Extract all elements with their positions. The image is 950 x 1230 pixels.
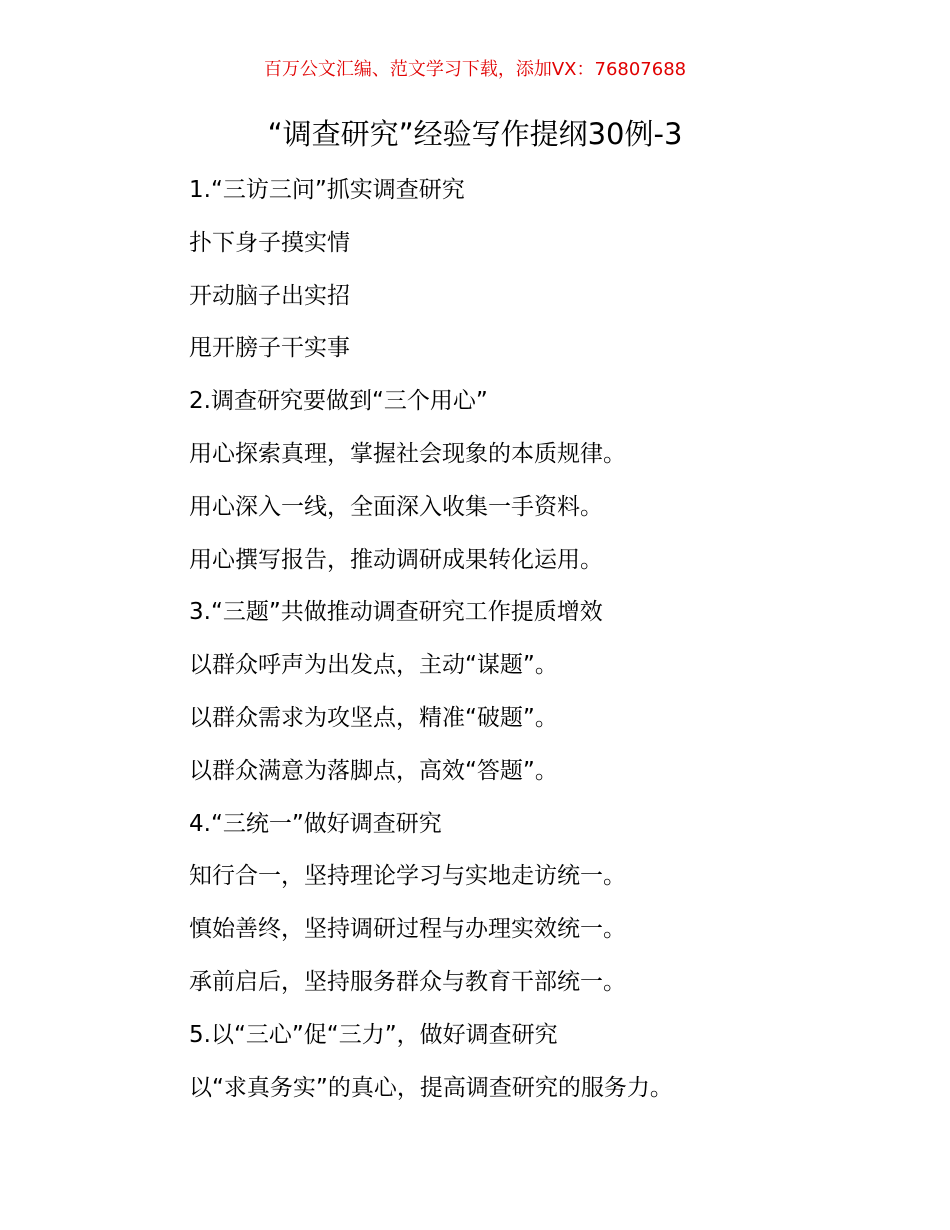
- document-body: [189, 168, 909, 1118]
- section-heading-3: 3.“三题”共做推动调查研究工作提质增效: [189, 599, 603, 626]
- body-line: 以群众需求为攻坚点，精准“破题”。: [189, 704, 558, 731]
- body-line: 知行合一，坚持理论学习与实地走访统一。: [189, 863, 626, 890]
- section-heading-1: 1.“三访三问”抓实调查研究: [189, 177, 465, 203]
- section-heading-4: 4.“三统一”做好调查研究: [189, 810, 442, 837]
- body-line: 慎始善终，坚持调研过程与办理实效统一。: [189, 916, 626, 943]
- body-line: 以“求真务实”的真心，提高调查研究的服务力。: [189, 1074, 673, 1101]
- body-line: 扑下身子摸实情: [189, 229, 350, 256]
- section-heading-2: 2.调查研究要做到“三个用心”: [189, 388, 488, 415]
- header-banner: 百万公文汇编、范文学习下载，添加VX：76807688: [263, 59, 687, 80]
- body-line: 用心深入一线，全面深入收集一手资料。: [189, 493, 603, 520]
- body-line: 开动脑子出实招: [189, 282, 350, 309]
- body-line: 用心探索真理，掌握社会现象的本质规律。: [189, 440, 626, 467]
- body-line: 以群众呼声为出发点，主动“谋题”。: [189, 652, 558, 679]
- section-heading-5: 5.以“三心”促“三力”，做好调查研究: [189, 1021, 558, 1048]
- body-line: 承前启后，坚持服务群众与教育干部统一。: [189, 968, 626, 995]
- body-line: 以群众满意为落脚点，高效“答题”。: [189, 757, 558, 784]
- body-line: 用心撰写报告，推动调研成果转化运用。: [189, 546, 603, 573]
- body-line: 甩开膀子干实事: [189, 335, 350, 362]
- document-title: “调查研究”经验写作提纲30例-3: [267, 117, 683, 151]
